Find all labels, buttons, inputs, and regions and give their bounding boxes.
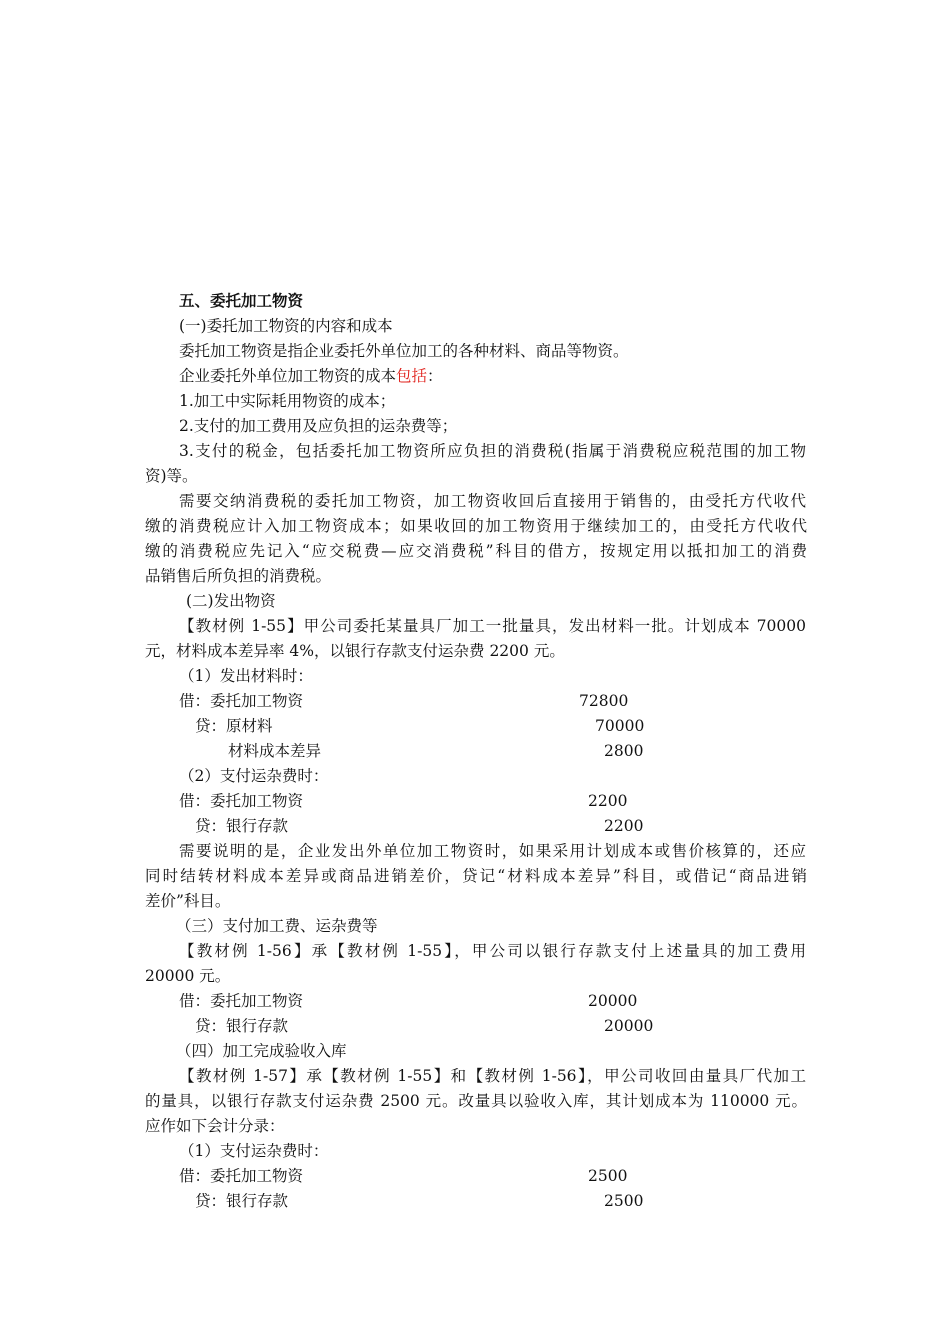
entry-credit-amount: 2200 <box>604 817 644 835</box>
subsection-3-heading: （三）支付加工费、运杂费等 <box>176 917 378 935</box>
step-label: （2）支付运杂费时： <box>179 767 329 785</box>
step-label: （1）发出材料时： <box>179 667 313 685</box>
entry-debit-label: 借：委托加工物资 <box>179 1167 304 1185</box>
entry-debit-amount: 2500 <box>588 1167 628 1185</box>
subsection-1-heading: (一)委托加工物资的内容和成本 <box>179 317 393 335</box>
highlighted-word: 包括 <box>396 367 428 385</box>
entry-debit-amount: 72800 <box>579 692 629 710</box>
entry-credit-label: 贷：原材料 <box>195 717 273 735</box>
entry-credit-amount: 2500 <box>604 1192 644 1210</box>
list-item: 2.支付的加工费用及应负担的运杂费等； <box>179 417 458 435</box>
tax-paragraph-line: 缴的消费税应先记入“应交税费—应交消费税”科目的借方，按规定用以抵扣加工的消费 <box>145 542 807 560</box>
entry-debit-label: 借：委托加工物资 <box>179 692 304 710</box>
entry-debit-label: 借：委托加工物资 <box>179 992 304 1010</box>
note-paragraph-line: 同时结转材料成本差异或商品进销差价，贷记“材料成本差异”科目，或借记“商品进销 <box>145 867 807 885</box>
entry-credit-label: 材料成本差异 <box>228 742 322 760</box>
note-paragraph-line: 需要说明的是，企业发出外单位加工物资时，如果采用计划成本或售价核算的，还应 <box>179 842 806 860</box>
entry-debit-amount: 20000 <box>588 992 638 1010</box>
example-57-line: 的量具，以银行存款支付运杂费 2500 元。改量具以验收入库，其计划成本为 110000 元。 <box>145 1092 807 1110</box>
list-item: 1.加工中实际耗用物资的成本； <box>179 392 396 410</box>
list-item-continuation: 资)等。 <box>145 467 198 485</box>
definition-paragraph: 委托加工物资是指企业委托外单位加工的各种材料、商品等物资。 <box>179 342 629 360</box>
subsection-2-heading: (二)发出物资 <box>186 592 276 610</box>
subsection-4-heading: （四）加工完成验收入库 <box>176 1042 347 1060</box>
entry-credit-amount: 2800 <box>604 742 644 760</box>
entry-credit-label: 贷：银行存款 <box>195 1192 289 1210</box>
entry-credit-amount: 70000 <box>595 717 645 735</box>
section-title: 五、委托加工物资 <box>179 291 304 310</box>
entry-debit-label: 借：委托加工物资 <box>179 792 304 810</box>
example-55-line: 元，材料成本差异率 4%，以银行存款支付运杂费 2200 元。 <box>145 642 565 660</box>
example-57-line: 【教材例 1-57】承【教材例 1-55】和【教材例 1-56】，甲公司收回由量具厂代加工 <box>179 1067 806 1085</box>
cost-intro-paragraph: 企业委托外单位加工物资的成本包括： <box>179 367 443 385</box>
list-item: 3.支付的税金，包括委托加工物资所应负担的消费税(指属于消费税应税范围的加工物 <box>179 442 806 460</box>
tax-paragraph-line: 需要交纳消费税的委托加工物资，加工物资收回后直接用于销售的，由受托方代收代 <box>179 492 806 510</box>
note-paragraph-line: 差价”科目。 <box>145 892 231 910</box>
example-55-line: 【教材例 1-55】甲公司委托某量具厂加工一批量具，发出材料一批。计划成本 70000 <box>179 617 806 635</box>
example-56-line: 【教材例 1-56】承【教材例 1-55】，甲公司以银行存款支付上述量具的加工费用 <box>179 942 806 960</box>
entry-debit-amount: 2200 <box>588 792 628 810</box>
example-57-line: 应作如下会计分录： <box>145 1117 285 1135</box>
example-56-line: 20000 元。 <box>145 967 231 985</box>
tax-paragraph-line: 品销售后所负担的消费税。 <box>145 567 332 585</box>
entry-credit-amount: 20000 <box>604 1017 654 1035</box>
step-label: （1）支付运杂费时： <box>179 1142 329 1160</box>
entry-credit-label: 贷：银行存款 <box>195 1017 289 1035</box>
entry-credit-label: 贷：银行存款 <box>195 817 289 835</box>
tax-paragraph-line: 缴的消费税应计入加工物资成本；如果收回的加工物资用于继续加工的，由受托方代收代 <box>145 517 807 535</box>
